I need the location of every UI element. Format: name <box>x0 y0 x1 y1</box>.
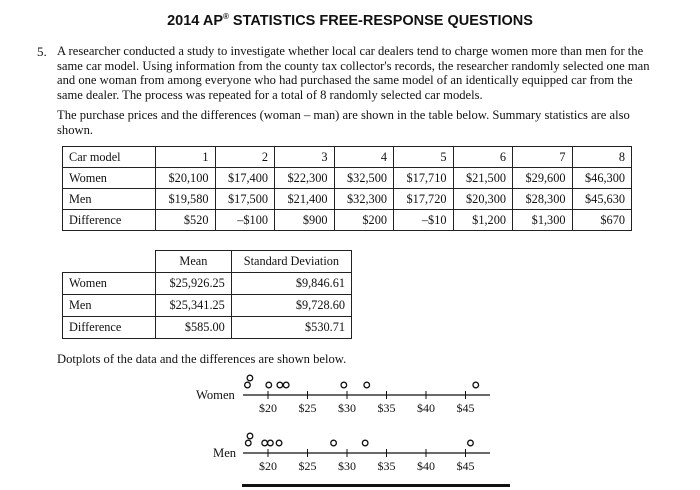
table-cell: $17,720 <box>394 189 454 210</box>
men-dot <box>262 440 268 446</box>
table-cell: $19,580 <box>156 189 216 210</box>
page-title: 2014 AP® STATISTICS FREE-RESPONSE QUESTIONS <box>167 12 533 29</box>
model-cell: 1 <box>156 147 216 168</box>
table-cell: $21,500 <box>453 168 513 189</box>
row-label: Women <box>63 273 156 295</box>
table-cell: $200 <box>334 210 394 231</box>
women-dotplot-label: Women <box>196 388 235 402</box>
model-cell: 7 <box>513 147 573 168</box>
mean-cell: $25,341.25 <box>156 295 232 317</box>
men-tick-label: $20 <box>259 459 277 473</box>
page-divider <box>242 484 510 487</box>
row-label: Difference <box>63 317 156 339</box>
men-tick-label: $35 <box>377 459 396 473</box>
model-cell: 8 <box>572 147 632 168</box>
women-dot <box>283 382 289 388</box>
women-tick-label: $25 <box>298 401 317 415</box>
men-tick-label: $40 <box>417 459 435 473</box>
model-cell: 5 <box>394 147 454 168</box>
row-label: Women <box>63 168 156 189</box>
men-dot <box>468 440 474 446</box>
row-label: Men <box>63 189 156 210</box>
table-cell: $900 <box>275 210 335 231</box>
table-cell: –$100 <box>215 210 275 231</box>
women-dot <box>245 382 251 388</box>
question-paragraph-2: The purchase prices and the differences (woman – man) are shown in the table below. Summary statistics are also shown. <box>57 108 630 137</box>
men-tick-label: $30 <box>338 459 356 473</box>
men-tick-label: $25 <box>298 459 317 473</box>
men-dot <box>276 440 282 446</box>
table-cell: $17,710 <box>394 168 454 189</box>
women-tick-label: $45 <box>456 401 475 415</box>
men-dot <box>245 440 251 446</box>
women-tick-label: $35 <box>377 401 396 415</box>
men-dot <box>247 433 253 439</box>
men-dot <box>331 440 337 446</box>
men-dot <box>268 440 274 446</box>
table-cell: $670 <box>572 210 632 231</box>
table-cell: $17,500 <box>215 189 275 210</box>
women-tick-label: $30 <box>338 401 356 415</box>
model-cell: 3 <box>275 147 335 168</box>
header-label: Car model <box>63 147 156 168</box>
table-cell: $20,100 <box>156 168 216 189</box>
table-cell: $1,200 <box>453 210 513 231</box>
row-label: Difference <box>63 210 156 231</box>
question-number: 5. <box>37 44 47 59</box>
sd-header: Standard Deviation <box>231 251 351 273</box>
men-dotplot-label: Men <box>213 446 237 460</box>
model-cell: 6 <box>453 147 513 168</box>
table-cell: $520 <box>156 210 216 231</box>
women-dot <box>341 382 347 388</box>
sd-cell: $530.71 <box>231 317 351 339</box>
mean-header: Mean <box>156 251 232 273</box>
row-label: Men <box>63 295 156 317</box>
women-dot <box>473 382 479 388</box>
mean-cell: $25,926.25 <box>156 273 232 295</box>
men-dot <box>362 440 368 446</box>
table-cell: $17,400 <box>215 168 275 189</box>
table-cell: $29,600 <box>513 168 573 189</box>
women-dot <box>364 382 370 388</box>
table-cell: $28,300 <box>513 189 573 210</box>
dotplot-intro: Dotplots of the data and the differences are shown below. <box>57 352 347 366</box>
sd-cell: $9,846.61 <box>231 273 351 295</box>
women-dot <box>266 382 272 388</box>
table-cell: $1,300 <box>513 210 573 231</box>
table-cell: –$10 <box>394 210 454 231</box>
model-cell: 4 <box>334 147 394 168</box>
women-dot <box>247 375 253 381</box>
women-tick-label: $40 <box>417 401 435 415</box>
model-cell: 2 <box>215 147 275 168</box>
men-tick-label: $45 <box>456 459 475 473</box>
sd-cell: $9,728.60 <box>231 295 351 317</box>
table-cell: $21,400 <box>275 189 335 210</box>
mean-cell: $585.00 <box>156 317 232 339</box>
table-cell: $32,500 <box>334 168 394 189</box>
table-cell: $46,300 <box>572 168 632 189</box>
women-dot <box>277 382 283 388</box>
question-paragraph-1: A researcher conducted a study to investigate whether local car dealers tend to charge women more than men for the same car model. Using information from the county tax collector's records, the researcher randomly selected one man and one woman from among everyone who had purchased the same model of an identically equipped car from the same dealer. The process was repeated for a total of 8 randomly selected car models. <box>57 44 650 102</box>
table-cell: $45,630 <box>572 189 632 210</box>
table-cell: $22,300 <box>275 168 335 189</box>
table-cell: $20,300 <box>453 189 513 210</box>
women-tick-label: $20 <box>259 401 277 415</box>
table-cell: $32,300 <box>334 189 394 210</box>
